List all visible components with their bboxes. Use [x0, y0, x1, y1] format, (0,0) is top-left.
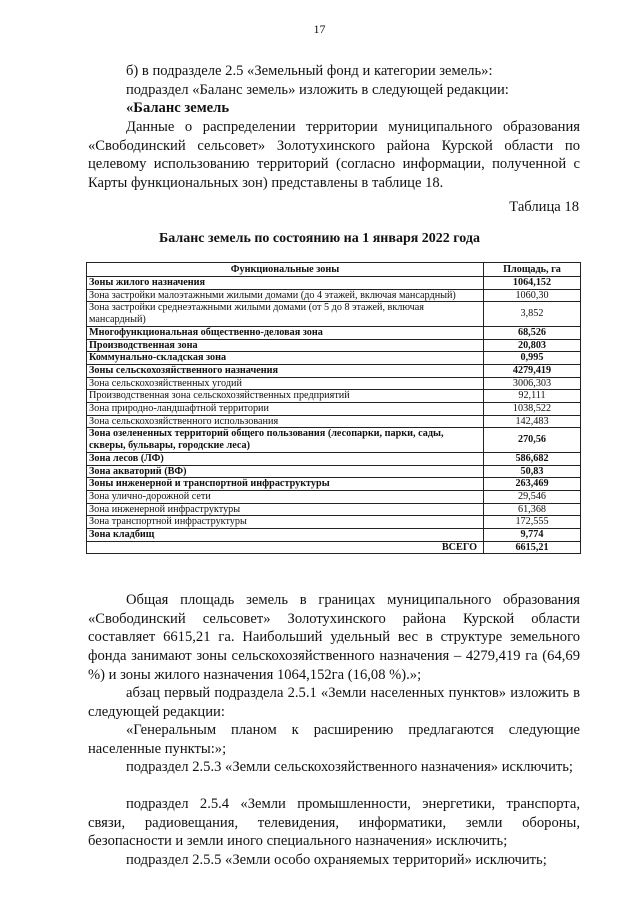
- amendment-item-4: подраздел 2.5.4 «Земли промышленности, энергетики, транспорта, связи, радиовещания, телевидения, информатики, земли обороны, безопасности и земли иного специального назначения» исключить;: [88, 796, 580, 850]
- zone-area-cell: 61,368: [484, 503, 581, 516]
- zone-name-cell: Зоны инженерной и транспортной инфраструктуры: [87, 478, 484, 491]
- table-row: [87, 529, 581, 542]
- zone-name-cell: Производственная зона сельскохозяйственных предприятий: [87, 390, 484, 403]
- zone-name-cell: Зона инженерной инфраструктуры: [87, 503, 484, 516]
- zone-area-cell: 1060,30: [484, 289, 581, 302]
- amendment-item-3: подраздел 2.5.3 «Земли сельскохозяйственного назначения» исключить;: [126, 759, 573, 775]
- table-row: [87, 428, 581, 452]
- zone-area-cell: 142,483: [484, 415, 581, 428]
- zone-area-cell: 270,56: [484, 428, 581, 452]
- table-row: [87, 452, 581, 465]
- zone-area-cell: 263,469: [484, 478, 581, 491]
- table-row: [87, 326, 581, 339]
- zone-name-cell: Зона транспортной инфраструктуры: [87, 516, 484, 529]
- table-total-row: [87, 541, 581, 554]
- zone-name-cell: Зоны жилого назначения: [87, 277, 484, 290]
- zone-area-cell: 172,555: [484, 516, 581, 529]
- zone-name-cell: Многофункциональная общественно-деловая зона: [87, 326, 484, 339]
- section-heading: «Баланс земель: [126, 100, 230, 116]
- zone-area-cell: 1064,152: [484, 277, 581, 290]
- header-zones: Функциональные зоны: [87, 263, 484, 277]
- table-row: [87, 415, 581, 428]
- table-row: [87, 516, 581, 529]
- zone-area-cell: 92,111: [484, 390, 581, 403]
- zone-name-cell: Зона кладбищ: [87, 529, 484, 542]
- zone-name-cell: Зона сельскохозяйственных угодий: [87, 377, 484, 390]
- table-row: [87, 390, 581, 403]
- intro-line-2: подраздел «Баланс земель» изложить в следующей редакции:: [126, 82, 509, 98]
- zone-name-cell: Зона застройки малоэтажными жилыми домами (до 4 этажей, включая мансардный): [87, 289, 484, 302]
- zone-name-cell: Зоны сельскохозяйственного назначения: [87, 364, 484, 377]
- zone-area-cell: 586,682: [484, 452, 581, 465]
- zone-name-cell: Зона лесов (ЛФ): [87, 452, 484, 465]
- table-row: [87, 364, 581, 377]
- zone-area-cell: 50,83: [484, 465, 581, 478]
- zone-name-cell: Зона озелененных территорий общего пользования (лесопарки, парки, сады, скверы, бульвары, городские леса): [87, 428, 484, 452]
- zone-area-cell: 3,852: [484, 302, 581, 326]
- amendment-item-2: «Генеральным планом к расширению предлагаются следующие населенные пункты:»;: [88, 722, 580, 757]
- zone-area-cell: 29,546: [484, 490, 581, 503]
- table-row: [87, 503, 581, 516]
- table-row: [87, 403, 581, 416]
- table-row: [87, 490, 581, 503]
- page-number: 17: [313, 22, 326, 36]
- total-value-cell: 6615,21: [484, 541, 581, 554]
- table-row: [87, 352, 581, 365]
- intro-line-1: б) в подразделе 2.5 «Земельный фонд и категории земель»:: [126, 63, 493, 79]
- table-header-row: [87, 263, 581, 277]
- amendment-item-5: подраздел 2.5.5 «Земли особо охраняемых территорий» исключить;: [126, 852, 547, 868]
- zone-area-cell: 0,995: [484, 352, 581, 365]
- conclusion-paragraph: Общая площадь земель в границах муниципального образования «Свободинский сельсовет» Золотухинского района Курской области составляет 6615,21 га. Наибольший удельный вес в структуре земельного фонда занимают зоны сельскохозяйственного назначения – 4279,419 га (64,69 %) и зоны жилого назначения 1064,152га (16,08 %).»;: [88, 592, 580, 683]
- zone-name-cell: Коммунально-складская зона: [87, 352, 484, 365]
- zone-area-cell: 9,774: [484, 529, 581, 542]
- zone-area-cell: 68,526: [484, 326, 581, 339]
- zone-area-cell: 20,803: [484, 339, 581, 352]
- zone-name-cell: Зона акваторий (ВФ): [87, 465, 484, 478]
- table-row: [87, 339, 581, 352]
- zone-name-cell: Зона улично-дорожной сети: [87, 490, 484, 503]
- zone-area-cell: 4279,419: [484, 364, 581, 377]
- zone-area-cell: 3006,303: [484, 377, 581, 390]
- table-caption: Таблица 18: [509, 199, 579, 215]
- table-row: [87, 277, 581, 290]
- land-balance-table: [86, 262, 581, 554]
- table-row: [87, 377, 581, 390]
- header-area: Площадь, га: [484, 263, 581, 277]
- table-row: [87, 478, 581, 491]
- zone-area-cell: 1038,522: [484, 403, 581, 416]
- table-title: Баланс земель по состоянию на 1 января 2022 года: [158, 231, 480, 246]
- zone-name-cell: Зона сельскохозяйственного использования: [87, 415, 484, 428]
- intro-paragraph: Данные о распределении территории муниципального образования «Свободинский сельсовет» Золотухинского района Курской области по целевому использованию территорий (согласно информации, полученной с Карты функциональных зон) представлены в таблице 18.: [88, 119, 580, 192]
- zone-name-cell: Производственная зона: [87, 339, 484, 352]
- total-label-cell: ВСЕГО: [87, 541, 484, 554]
- table-row: [87, 289, 581, 302]
- amendment-item-1: абзац первый подраздела 2.5.1 «Земли населенных пунктов» изложить в следующей редакции:: [88, 685, 580, 720]
- table-body: [87, 277, 581, 554]
- table-row: [87, 465, 581, 478]
- zone-name-cell: Зона природно-ландшафтной территории: [87, 403, 484, 416]
- table-row: [87, 302, 581, 326]
- zone-name-cell: Зона застройки среднеэтажными жилыми домами (от 5 до 8 этажей, включая мансардный): [87, 302, 484, 326]
